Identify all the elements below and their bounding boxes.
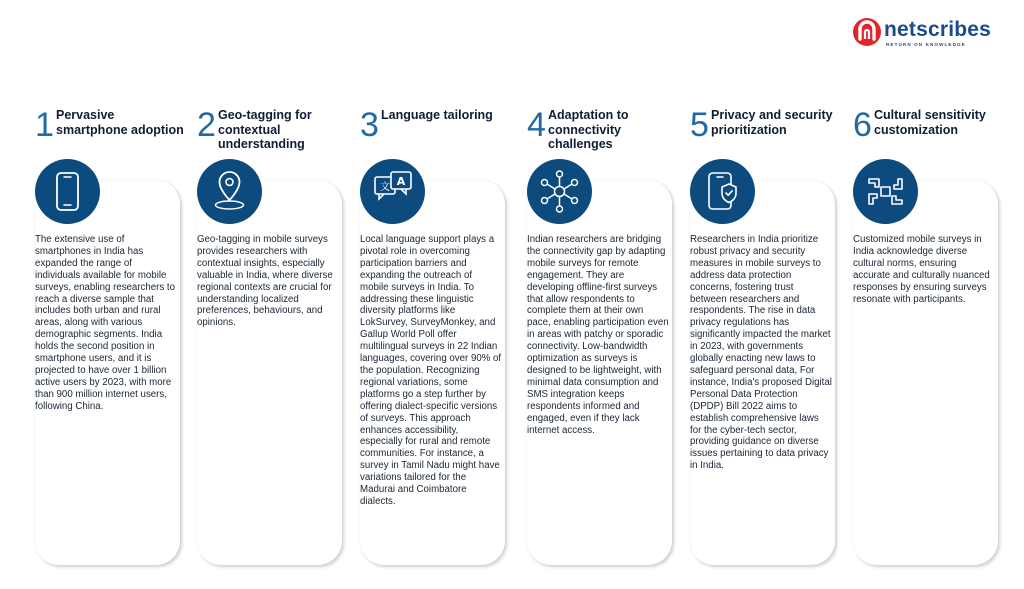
secure-phone-icon [690, 159, 755, 224]
item-column-1 [35, 105, 183, 565]
item-description: Geo-tagging in mobile surveys provides researchers with contextual insights, especially valuable in India, where diverse regional contexts are crucial for understanding localized preferences, behaviours, and opinions. [197, 234, 333, 329]
item-title: Geo-tagging for contextual understanding [218, 108, 312, 151]
item-number: 4 [527, 106, 546, 144]
item-description: Researchers in India prioritize robust privacy and security measures in mobile surveys to address data protection concerns, fostering trust between researchers and respondents. The rise in data privacy regulations has significantly impacted the market in 2023, with governments globally enacting new laws to safeguard personal data, For instance, India's proposed Digital Personal Data Protection (DPDP) Bill 2022 aims to establish comprehensive laws for the cyber-tech sector, providing guidance on diverse issues pertaining to data privacy in India. [690, 234, 832, 472]
item-title: Privacy and security prioritization [711, 108, 833, 137]
item-description: Indian researchers are bridging the connectivity gap by adapting mobile surveys for remote engagement. They are developing offline-first surveys that allow respondents to complete them at their own pace, enabling participation even in areas with patchy or sporadic connectivity. Low-bandwidth optimization as surveys is designed to be lightweight, with minimal data consumption and SMS integration keeps respondents informed and engaged, even if they lack internet access. [527, 234, 669, 436]
brand-tagline: RETURN ON KNOWLEDGE [886, 42, 966, 47]
network-hub-icon [527, 159, 592, 224]
item-column-2 [197, 105, 345, 565]
item-number: 2 [197, 106, 216, 144]
item-description: Local language support plays a pivotal role in overcoming participation barriers and expanding the outreach of mobile surveys in India. To addressing these linguistic diversity platforms like LokSurvey, SurveyMonkey, and Gallup World Poll offer multilingual surveys in 22 Indian languages, covering over 90% of the population. Recognizing regional variations, some platforms go a step further by offering dialect-specific versions of surveys. This approach enhances accessibility, especially for rural and remote communities. For instance, a survey in Tamil Nadu might have variations tailored for the Madurai and Coimbatore dialects. [360, 234, 502, 507]
item-description: The extensive use of smartphones in India has expanded the range of individuals available for mobile surveys, enabling researchers to reach a diverse sample that includes both urban and rural areas, along with various demographic segments. India holds the second position in smartphone users, and it is projected to have over 1 billion active users by 2023, with more than 900 million internet users, following China. [35, 234, 176, 412]
item-column-3 [360, 105, 508, 565]
svg-text:文: 文 [380, 182, 390, 193]
item-title: Pervasive smartphone adoption [56, 108, 184, 137]
item-column-5 [690, 105, 838, 565]
location-pin-icon [197, 159, 262, 224]
item-title: Adaptation to connectivity challenges [548, 108, 629, 151]
logo-mark-icon [853, 18, 881, 46]
item-column-4 [527, 105, 675, 565]
translate-icon [360, 159, 425, 224]
item-number: 6 [853, 106, 872, 144]
brand-name: netscribes [884, 18, 992, 41]
joined-hands-icon [853, 159, 918, 224]
item-title: Cultural sensitivity customization [874, 108, 986, 137]
item-description: Customized mobile surveys in India acknowledge diverse cultural norms, ensuring accurate and culturally nuanced responses by ensuring surveys resonate with participants. [853, 234, 990, 305]
item-column-6 [853, 105, 1001, 565]
smartphone-icon [35, 159, 100, 224]
item-number: 5 [690, 106, 709, 144]
netscribes-logo [853, 18, 1003, 48]
svg-text:A: A [396, 175, 406, 188]
item-number: 3 [360, 106, 379, 144]
item-title: Language tailoring [381, 108, 493, 122]
item-number: 1 [35, 106, 54, 144]
